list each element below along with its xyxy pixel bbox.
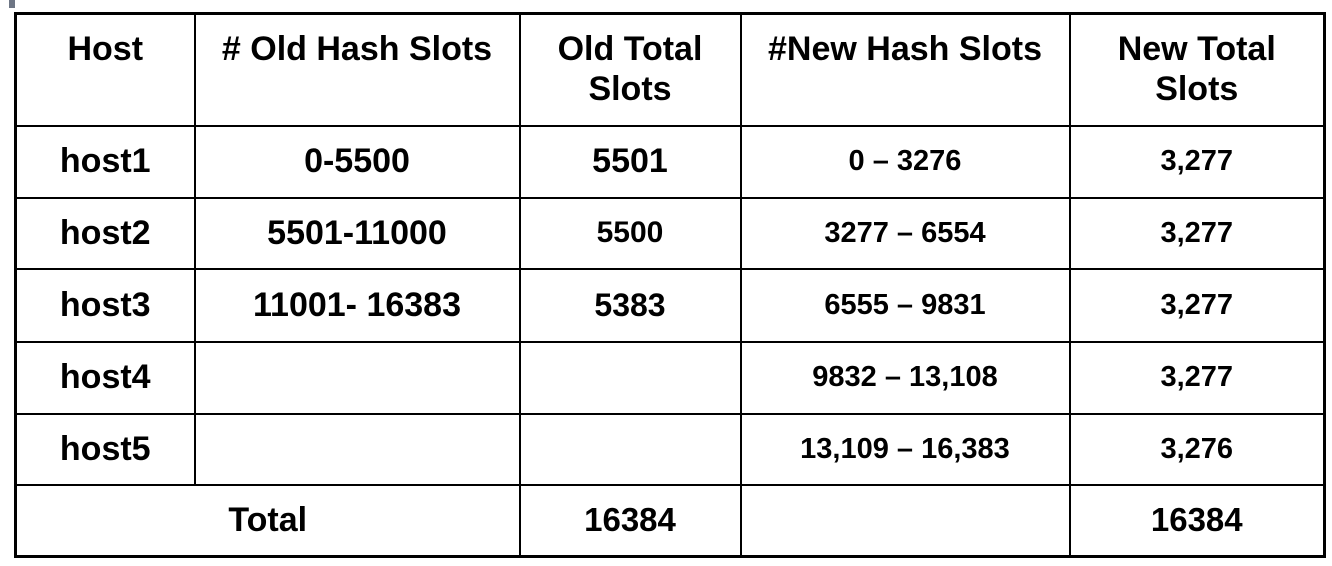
old-hash-cell — [195, 414, 520, 485]
new-total-sum-cell: 16384 — [1070, 485, 1325, 557]
host-cell: host3 — [16, 269, 195, 342]
header-old-hash-slots: # Old Hash Slots — [195, 14, 520, 126]
table-row-host2 — [16, 198, 1325, 269]
table-row-host5 — [16, 414, 1325, 485]
header-row — [16, 14, 1325, 126]
new-hash-cell: 0 – 3276 — [741, 126, 1070, 198]
old-hash-cell: 0-5500 — [195, 126, 520, 198]
table-row-host3 — [16, 269, 1325, 342]
old-hash-cell: 11001- 16383 — [195, 269, 520, 342]
new-hash-empty-cell — [741, 485, 1070, 557]
old-total-cell — [520, 414, 741, 485]
old-total-cell: 5501 — [520, 126, 741, 198]
new-hash-cell: 13,109 – 16,383 — [741, 414, 1070, 485]
host-cell: host4 — [16, 342, 195, 414]
new-total-cell: 3,277 — [1070, 198, 1325, 269]
total-label-cell: Total — [16, 485, 520, 557]
header-new-total-slots: New Total Slots — [1070, 14, 1325, 126]
old-hash-cell: 5501-11000 — [195, 198, 520, 269]
new-hash-cell: 3277 – 6554 — [741, 198, 1070, 269]
new-total-cell: 3,276 — [1070, 414, 1325, 485]
new-hash-cell: 9832 – 13,108 — [741, 342, 1070, 414]
old-hash-cell — [195, 342, 520, 414]
new-total-cell: 3,277 — [1070, 342, 1325, 414]
new-total-cell: 3,277 — [1070, 126, 1325, 198]
old-total-cell: 5500 — [520, 198, 741, 269]
old-total-cell: 5383 — [520, 269, 741, 342]
header-new-hash-slots: #New Hash Slots — [741, 14, 1070, 126]
hash-slots-table — [14, 12, 1326, 558]
header-host: Host — [16, 14, 195, 126]
host-cell: host1 — [16, 126, 195, 198]
host-cell: host2 — [16, 198, 195, 269]
old-total-sum-cell: 16384 — [520, 485, 741, 557]
new-hash-cell: 6555 – 9831 — [741, 269, 1070, 342]
text-cursor-artifact — [9, 0, 15, 8]
host-cell: host5 — [16, 414, 195, 485]
total-row — [16, 485, 1325, 557]
new-total-cell: 3,277 — [1070, 269, 1325, 342]
old-total-cell — [520, 342, 741, 414]
table-row-host4 — [16, 342, 1325, 414]
table-row-host1 — [16, 126, 1325, 198]
header-old-total-slots: Old Total Slots — [520, 14, 741, 126]
